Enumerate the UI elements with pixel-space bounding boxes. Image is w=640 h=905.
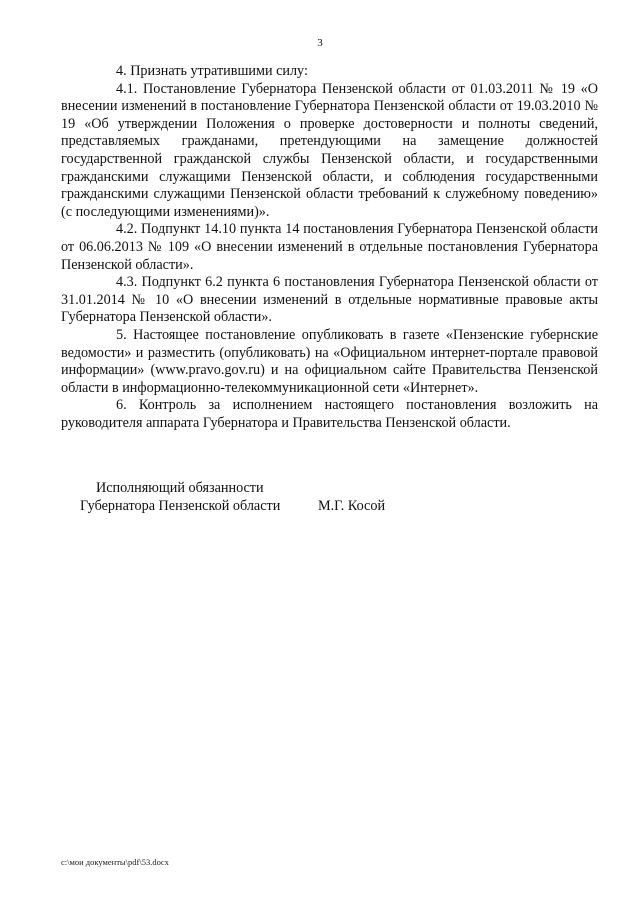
signature-title: Исполняющий обязанности	[96, 480, 264, 496]
file-path-footer: c:\мои документы\pdf\53.docx	[61, 857, 169, 867]
paragraph-6: 6. Контроль за исполнением настоящего постановления возложить на руководителя аппарата Губернатора и Правительства Пензенской области.	[61, 397, 598, 431]
paragraph-4-heading: 4. Признать утратившими силу:	[116, 63, 308, 79]
document-body	[61, 63, 598, 432]
signature-block	[80, 480, 440, 515]
signature-line	[80, 498, 440, 516]
paragraph-4-2: 4.2. Подпункт 14.10 пункта 14 постановления Губернатора Пензенской области от 06.06.2013 № 109 «О внесении изменений в отдельные постановления Губернатора Пензенской области».	[61, 221, 598, 273]
signature-position: Губернатора Пензенской области	[80, 497, 281, 514]
paragraph-5: 5. Настоящее постановление опубликовать в газете «Пензенские губернские ведомости» и разместить (опубликовать) на «Официальном интернет-портале правовой информации» (www.pravo.gov.ru) и на официальном сайте Правительства Пензенской области в информационно-телекоммуникационной сети «Интернет».	[61, 326, 598, 396]
paragraph-4-1: 4.1. Постановление Губернатора Пензенской области от 01.03.2011 № 19 «О внесении изменений в постановление Губернатора Пензенской области от 19.03.2010 № 19 «Об утверждении Положения о проверке достоверности и полноты сведений, представляемых гражданами, претендующими на замещение должностей государственной гражданской службы Пензенской области, и государственными гражданскими служащими Пензенской области, и соблюдения государственными гражданскими служащими Пензенской области требований к служебному поведению» (с последующими изменениями)».	[61, 80, 598, 220]
signatory-name: М.Г. Косой	[318, 497, 386, 514]
paragraph-4-3: 4.3. Подпункт 6.2 пункта 6 постановления Губернатора Пензенской области от 31.01.2014 № 10 «О внесении изменений в отдельные нормативные правовые акты Губернатора Пензенской области».	[61, 274, 598, 326]
page-number: 3	[317, 37, 323, 49]
